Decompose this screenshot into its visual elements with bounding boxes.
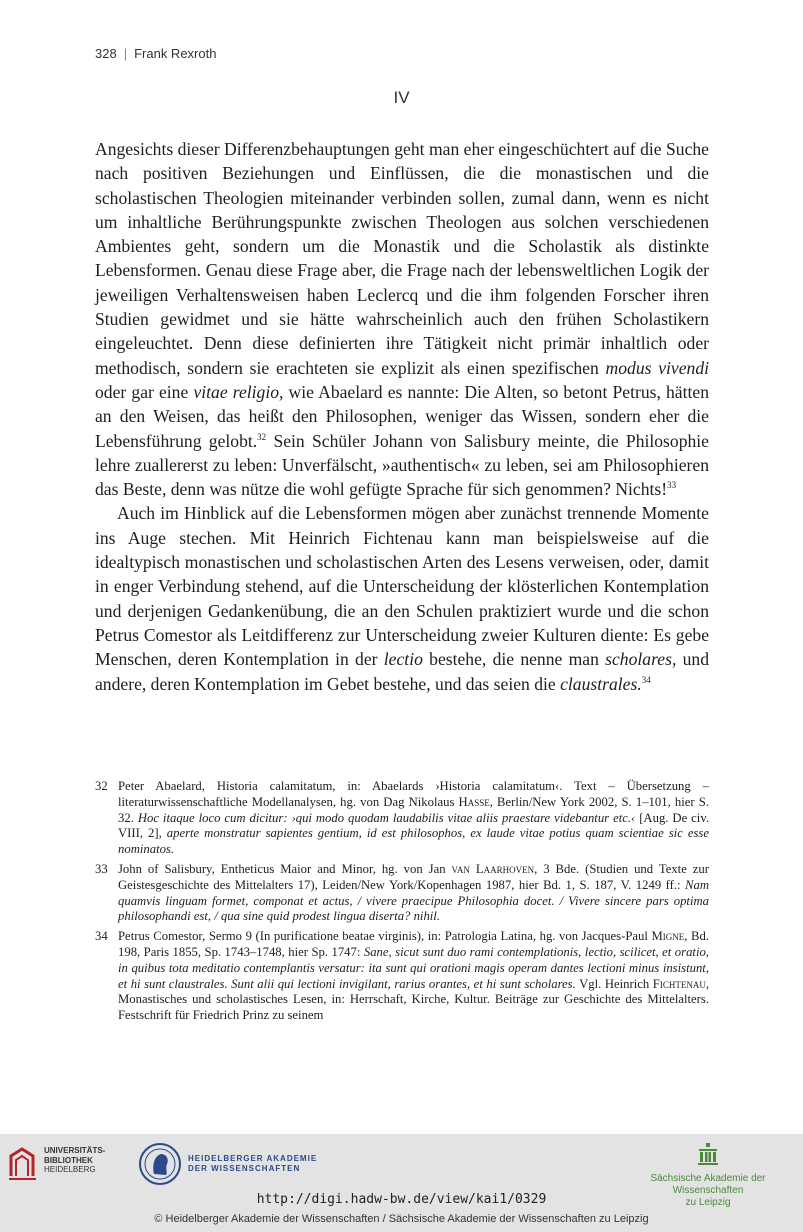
footnote-34	[95, 929, 709, 1024]
running-author: Frank Rexroth	[134, 46, 217, 61]
paragraph-2	[95, 501, 709, 695]
text-run: Peter Abaelard, Historia calamitatum, in: Abaelards ›Historia calamitatum‹. Text – Übersetzung – literaturwissenschaftliche Modellanalysen, hg. von Dag Nikolaus	[118, 779, 709, 809]
latin-quote: Nam quamvis linguam formet, componat et actus, / vivere praecipue Philosophia docet. / Vivere sincere pars optima philosophandi est, / qua sine quid prodest lingua diserta? nihil.	[118, 877, 709, 924]
footnote-33	[95, 862, 709, 925]
text-run: Sein Schüler Johann von Salisbury meinte, die Philosophie lehre zuallererst zu leben: Unverfälscht, »authentisch« zu leben, sei am Philosophieren das Beste, denn was nütze die wohl gefügte Sprache für sich genommen? Nichts!	[95, 430, 709, 500]
italic-term: claustrales.	[560, 673, 642, 694]
text-run: [Aug. De civ. VIII, 2],	[118, 810, 710, 841]
text-run: wie Abaelard es nannte: Die Alten, so betont Petrus, hätten an den Weisen, das heißt den Philosophen, weniger das Wissen, sondern eher die Lebensführung gelobt.	[95, 381, 709, 451]
saw-logo-line: Sächsische Akademie der Wissenschaften	[650, 1173, 766, 1196]
footer-bar	[0, 1134, 803, 1232]
ub-logo-line: UNIVERSITÄTS-	[44, 1146, 106, 1155]
footnotes	[95, 779, 709, 1028]
header-separator: |	[123, 46, 128, 61]
main-text	[95, 137, 709, 696]
latin-quote: aperte monstratur sapientes gentium, id est philosophos, ex laude vitae potius quam scientiae sic esse nominatos.	[118, 826, 709, 857]
section-heading: IV	[393, 88, 410, 107]
footnote-text	[118, 929, 709, 1024]
ub-heidelberg-logo[interactable]	[8, 1146, 105, 1182]
text-run: Auch im Hinblick auf die Lebensformen mögen aber zunächst trennende Momente ins Auge stechen. Mit Heinrich Fichtenau kann man beispielsweise auf die idealtypisch monastischen und scholastischen Arten des Lesens verweisen, oder, damit in enger Verbindung stehend, auf die Unterscheidung der klösterlichen Kontemplation und derjenigen Gedankenübung, die an den Schulen praktiziert wurde und die schon Petrus Comestor als Leitdifferenz zur Unterscheidung zweier Kulturen diente: Es gebe Menschen, deren Kontemplation in der	[95, 503, 709, 670]
author-name: Migne	[651, 929, 685, 944]
footnote-number: 32	[95, 779, 108, 793]
text-run: Angesichts dieser Differenzbehauptungen geht man eher eingeschüchtert auf die Suche nach positiven Beziehungen und Einflüssen, die die monastischen und die scholastischen Theologien miteinander verbinden sollen, zumal dann, wenn es nicht um inhaltliche Berührungspunkte zwischen Theologen aus solchen verschiedenen Ambientes geht, sondern um die Monastik und die Scholastik als distinkte Lebensformen. Genau diese Frage aber, die Frage nach der lebensweltlichen Logik der jeweiligen Verhaltensweisen haben Leclercq und die ihm folgenden Forscher ihren Studien gewidmet und sie hätte wahrscheinlich auch den frühen Scholastikern eingeleuchtet. Denn diese definierten ihre Tätigkeit nicht primär inhaltlich oder methodisch, sondern sie erachteten sie explizit als einen spezifischen	[95, 139, 709, 378]
footnote-32	[95, 779, 709, 858]
text-run: , Bd. 198, Paris 1855, Sp. 1743–1748, hier Sp. 1747:	[118, 929, 709, 959]
permalink-url[interactable]: http://digi.hadw-bw.de/view/kai1/0329	[256, 1192, 547, 1207]
author-name: Hasse	[458, 794, 490, 809]
author-name: Fichtenau	[652, 976, 706, 991]
italic-term: modus vivendi	[605, 357, 710, 378]
text-run: Vgl. Heinrich	[575, 976, 653, 991]
text-run: oder gar eine	[95, 381, 194, 402]
text-run: und andere, deren Kontemplation im Gebet bestehe, und das seien die	[95, 649, 709, 694]
academy-logo-line: HEIDELBERGER AKADEMIE	[188, 1154, 318, 1163]
text-run: John of Salisbury, Entheticus Maior and Minor, hg. von Jan	[118, 861, 452, 876]
italic-term: vitae religio,	[193, 381, 284, 402]
text-run: , Berlin/New York 2002, S. 1–101, hier S. 32.	[118, 794, 709, 825]
text-run: Petrus Comestor, Sermo 9 (In purificatione beatae virginis), in: Patrologia Latina, hg. von Jacques-Paul	[118, 929, 652, 944]
latin-quote: Hoc itaque loco cum dicitur: ›qui modo quodam laudabilis vitae aliis praestare videbantur etc.‹	[137, 810, 636, 825]
footnote-text	[118, 779, 709, 858]
running-header	[95, 46, 216, 61]
paragraph-1	[95, 137, 709, 501]
ub-heidelberg-icon	[8, 1146, 38, 1182]
ub-logo-line: BIBLIOTHEK	[44, 1155, 93, 1165]
ub-logo-line: HEIDELBERG	[44, 1165, 96, 1174]
academy-seal-icon	[138, 1142, 182, 1186]
ub-logo-text	[44, 1146, 105, 1175]
page-number: 328	[95, 46, 117, 61]
footnote-number: 34	[95, 929, 108, 944]
academy-logo-text	[188, 1154, 317, 1174]
saw-logo-line: zu Leipzig	[685, 1197, 731, 1208]
text-run: bestehe, die nenne man	[422, 649, 606, 670]
footnote-ref-33[interactable]: 33	[667, 480, 677, 491]
footnote-ref-32[interactable]: 32	[257, 431, 267, 442]
italic-term: lectio	[383, 649, 423, 670]
italic-term: scholares,	[605, 649, 677, 670]
author-name: van Laarhoven	[451, 861, 535, 876]
text-run: , Monastisches und scholastisches Lesen, in: Herrschaft, Kirche, Kultur. Beiträge zur Geschichte des Mittelalters. Festschrift für Friedrich Prinz zu seinem	[118, 976, 709, 1023]
latin-quote: Sane, sicut sunt duo rami contemplationis, lectio, scilicet, et oratio, in quibus tota meditatio contemplantis versatur: ita sunt qui orationi magis operam dantes lectioni minus insistunt, et hi sunt claustrales. Sunt alii qui lectioni invigilant, rarius orantes, et hi sunt scholares.	[118, 944, 709, 991]
text-run: , 3 Bde. (Studien und Texte zur Geistesgeschichte des Mittelalters 17), Leiden/New York/Kopenhagen 1987, hier Bd. 1, S. 187, V. 1249 ff.:	[118, 861, 709, 892]
footnote-number: 33	[95, 861, 108, 876]
heidelberger-akademie-logo[interactable]	[138, 1142, 317, 1186]
copyright-notice: © Heidelberger Akademie der Wissenschaften / Sächsische Akademie der Wissenschaften zu Leipzig	[154, 1213, 649, 1225]
saw-building-icon	[697, 1142, 719, 1166]
academy-logo-line: DER WISSENSCHAFTEN	[188, 1164, 301, 1173]
footnote-ref-34[interactable]: 34	[641, 674, 651, 685]
footnote-text	[118, 862, 709, 925]
